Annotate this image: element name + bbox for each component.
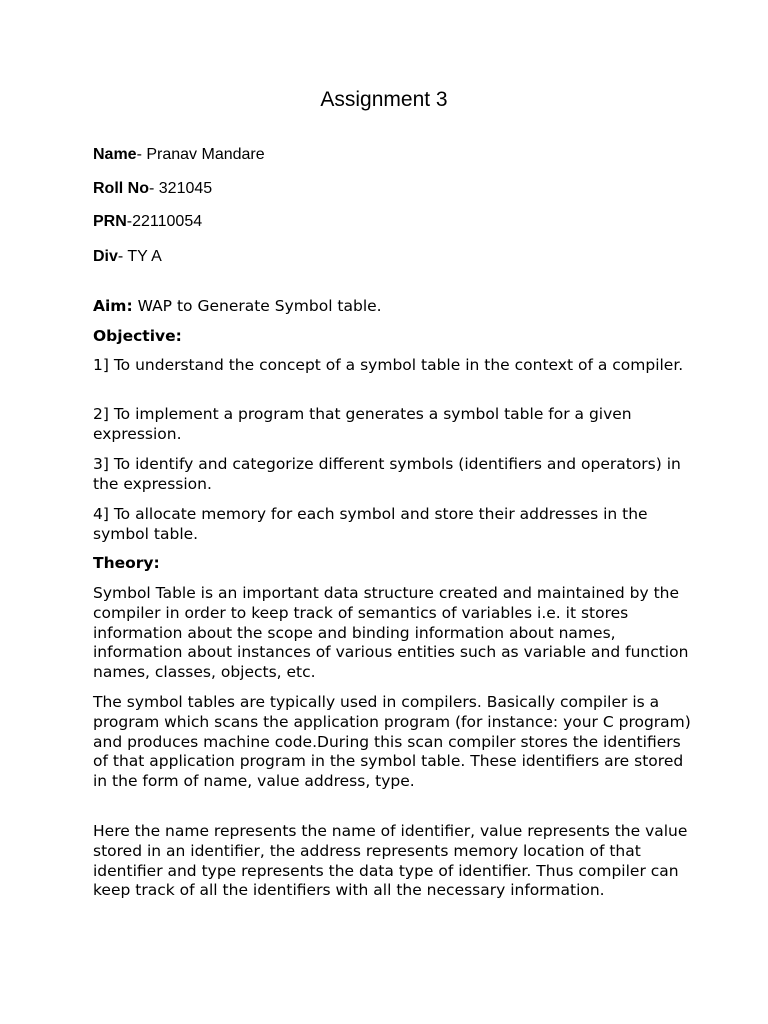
theory-heading: Theory: <box>93 554 160 572</box>
aim-label: Aim: <box>93 297 133 315</box>
roll-no-label: Roll No <box>93 180 149 197</box>
theory-paragraph: The symbol tables are typically used in compilers. Basically compiler is a program which scans the application program (for instance: your C program) and produces machine code.During this scan compiler stores the identifiers of that application program in the symbol table. These identifiers are stored in the form of name, value address, type. <box>93 693 691 791</box>
objective-heading: Objective: <box>93 327 182 345</box>
theory-paragraph: Here the name represents the name of identifier, value represents the value stored in an identifier, the address represents memory location of that identifier and type represents the data type of identifier. Thus compiler can keep track of all the identifiers with all the necessary information. <box>93 822 688 900</box>
name-value: - Pranav Mandare <box>136 146 265 163</box>
prn-label: PRN <box>93 213 127 230</box>
div-label: Div <box>93 248 118 265</box>
name-field <box>93 145 265 165</box>
name-label: Name <box>93 146 137 163</box>
div-field <box>93 247 162 267</box>
theory-paragraph: Symbol Table is an important data structure created and maintained by the compiler in order to keep track of semantics of variables i.e. it stores information about the scope and binding information about names, information about instances of various entities such as variable and function names, classes, objects, etc. <box>93 584 689 682</box>
objective-item: 4] To allocate memory for each symbol and store their addresses in the symbol table. <box>93 505 648 543</box>
prn-value: -22110054 <box>126 213 203 230</box>
aim-line <box>93 297 693 317</box>
roll-no-field <box>93 179 212 199</box>
div-value: - TY A <box>117 248 162 265</box>
objective-item: 2] To implement a program that generates a symbol table for a given expression. <box>93 405 632 443</box>
objective-item: 1] To understand the concept of a symbol table in the context of a compiler. <box>93 356 684 374</box>
objective-item: 3] To identify and categorize different symbols (identifiers and operators) in the expression. <box>93 455 681 493</box>
aim-text: WAP to Generate Symbol table. <box>132 297 382 315</box>
prn-field <box>93 212 202 232</box>
page-title: Assignment 3 <box>320 88 448 111</box>
roll-no-value: - 321045 <box>149 180 213 197</box>
